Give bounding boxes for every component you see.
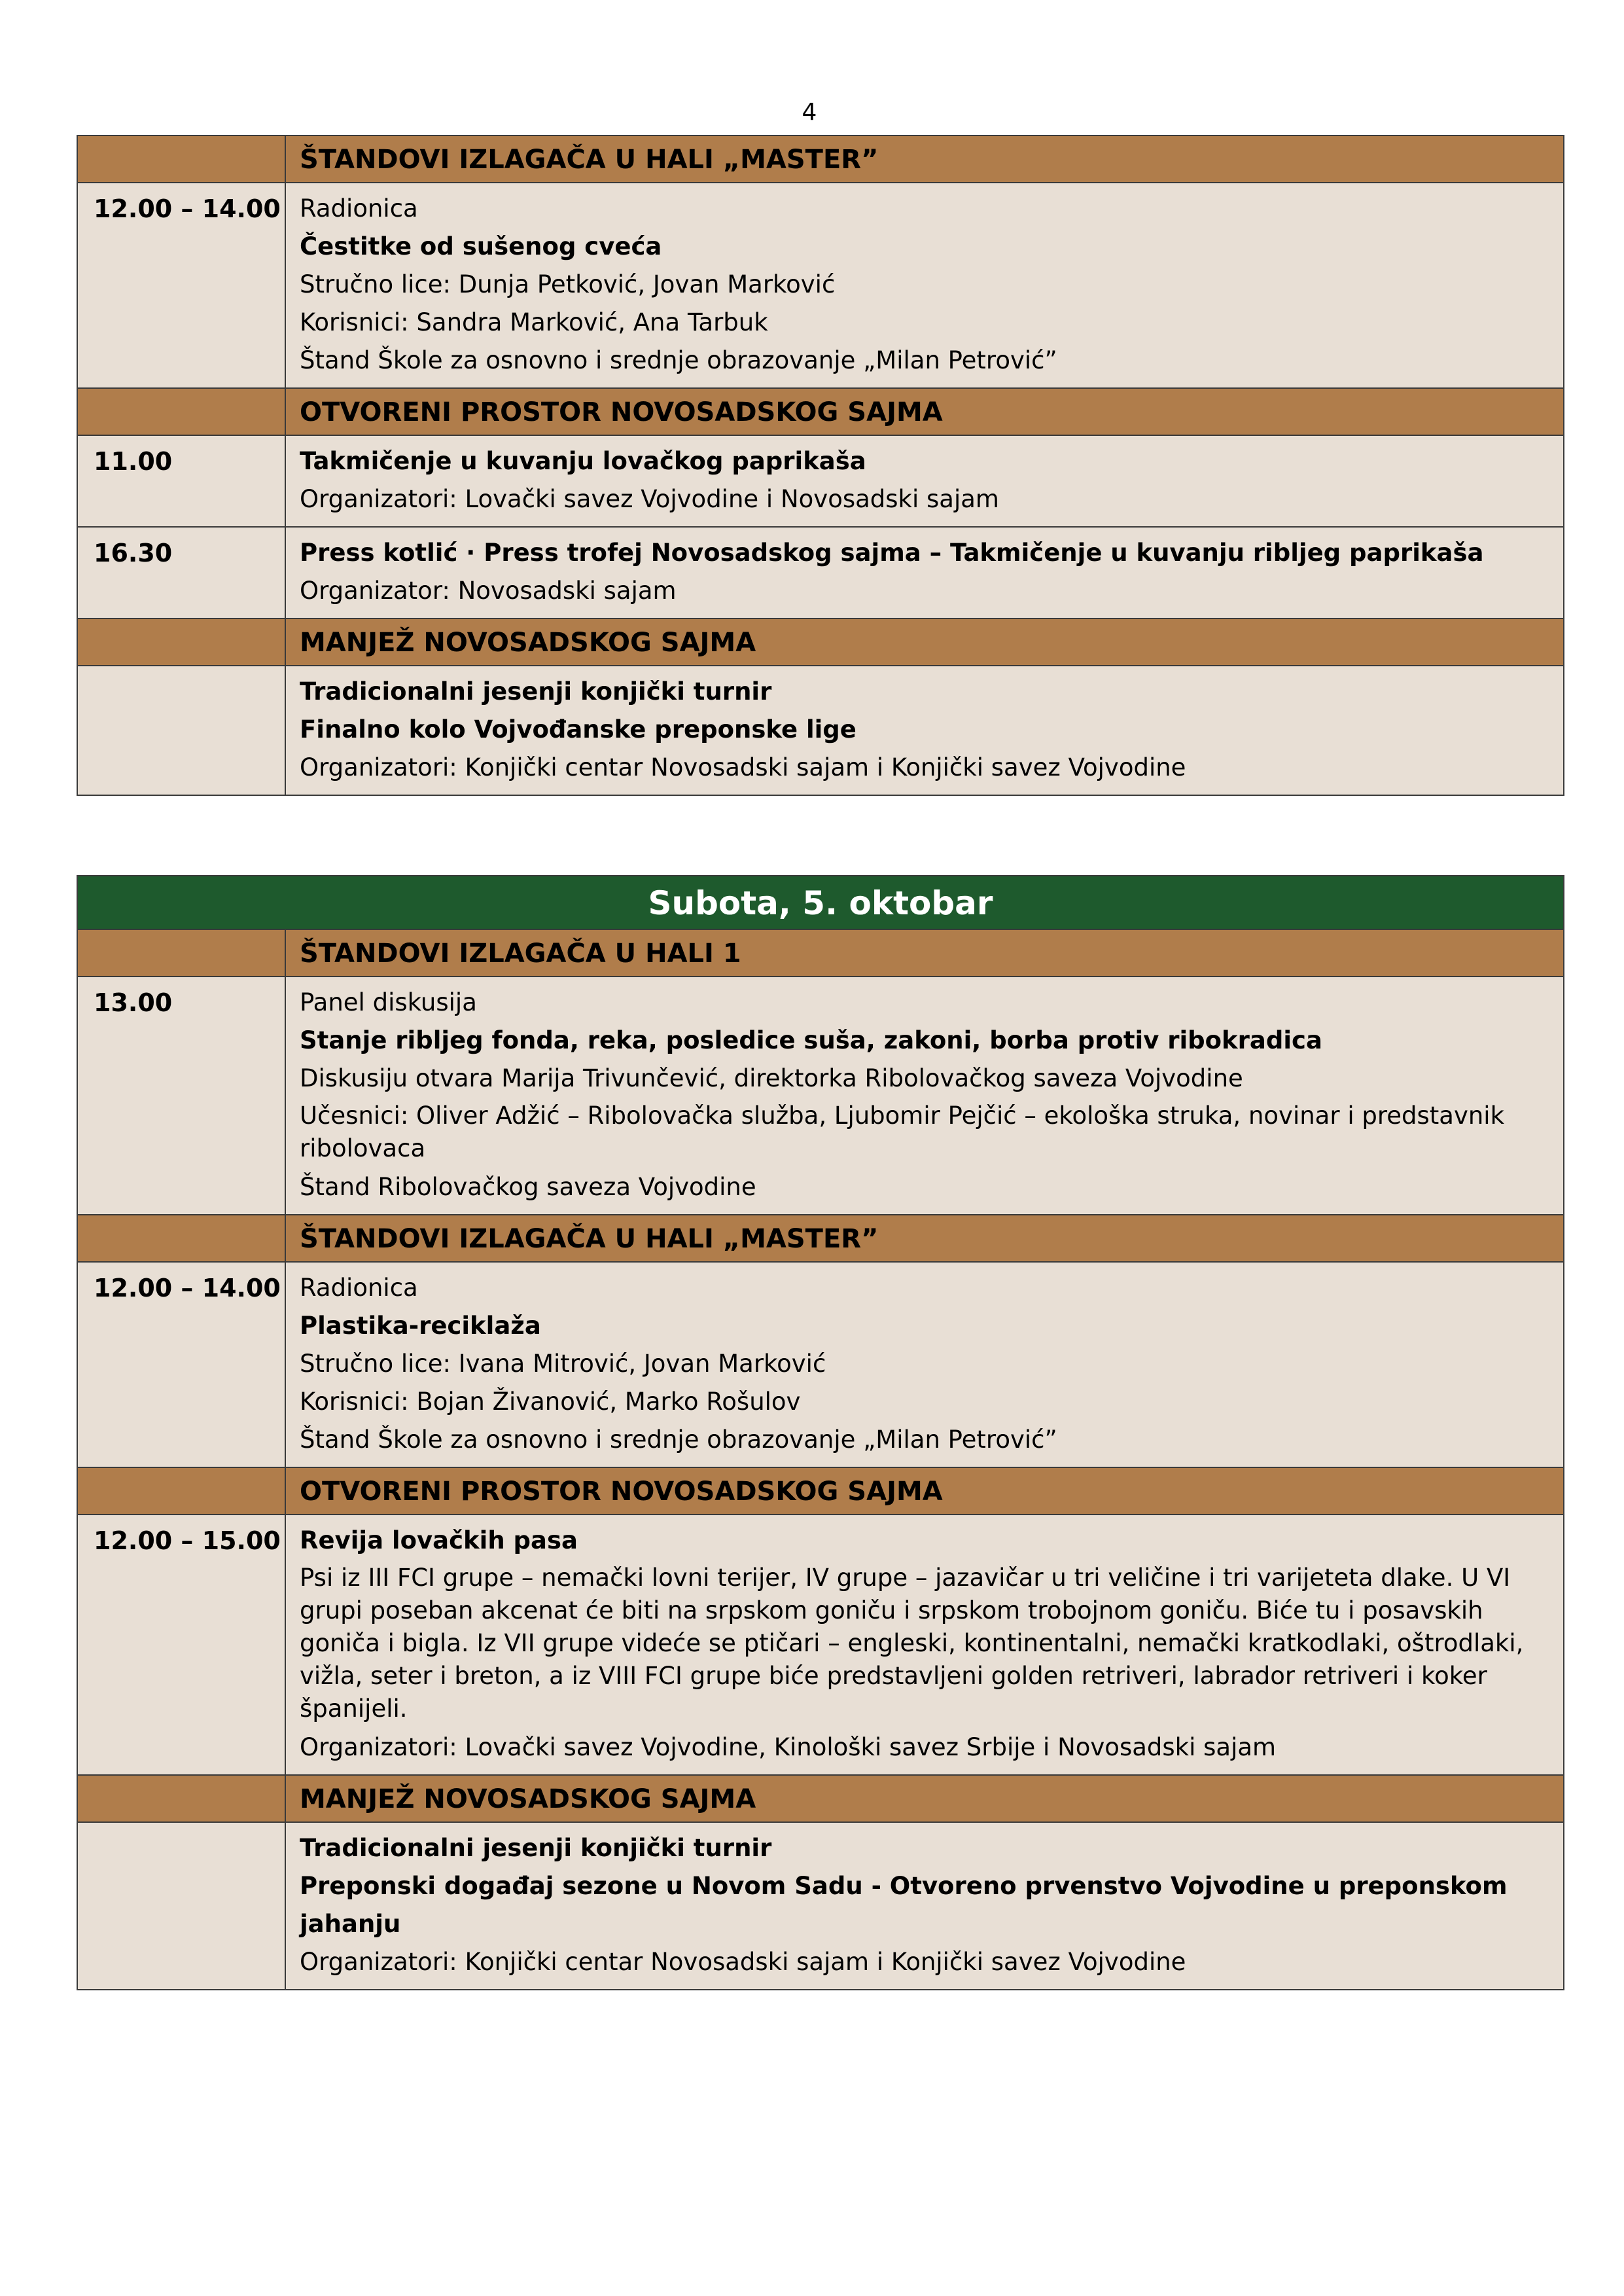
- event-time: 12.00 – 14.00: [94, 194, 281, 223]
- event-title: Finalno kolo Vojvođanske preponske lige: [300, 715, 856, 744]
- event-time-cell: [77, 435, 285, 527]
- event-time: [78, 666, 285, 673]
- event-title: Press kotlić · Press trofej Novosadskog sajma – Takmičenje u kuvanju ribljeg paprikaša: [300, 539, 1484, 567]
- schedule-table-friday: [77, 135, 1564, 796]
- event-details-cell: [285, 527, 1564, 619]
- section-band-cell: [285, 135, 1564, 183]
- day-title: Subota, 5. oktobar: [648, 884, 993, 922]
- section-band-spacer: [77, 929, 285, 977]
- event-detail-line: Panel diskusija: [300, 988, 477, 1016]
- section-band-row: [77, 1775, 1564, 1822]
- event-time-cell: [77, 1822, 285, 1990]
- event-detail-line: Diskusiju otvara Marija Trivunčević, direktorka Ribolovačkog saveza Vojvodine: [300, 1064, 1243, 1092]
- event-row: [77, 1262, 1564, 1467]
- event-title: Plastika-reciklaža: [300, 1312, 541, 1340]
- event-detail-line: Radionica: [300, 1274, 418, 1302]
- section-band-spacer: [77, 388, 285, 435]
- event-detail-line: Radionica: [300, 194, 418, 223]
- page-number: 4: [802, 99, 817, 126]
- event-title: Preponski događaj sezone u Novom Sadu - Otvoreno prvenstvo Vojvodine u preponskom jahanju: [300, 1872, 1508, 1938]
- event-title: Takmičenje u kuvanju lovačkog paprikaša: [300, 447, 866, 475]
- event-row: [77, 666, 1564, 795]
- event-time-cell: [77, 1262, 285, 1467]
- section-title: MANJEŽ NOVOSADSKOG SAJMA: [300, 628, 756, 658]
- event-detail-line: Organizatori: Konjički centar Novosadski sajam i Konjički savez Vojvodine: [300, 1948, 1186, 1976]
- section-band-row: [77, 1467, 1564, 1515]
- schedule-table-saturday: [77, 875, 1564, 1990]
- event-details-cell: [285, 666, 1564, 795]
- event-time: 11.00: [94, 447, 173, 476]
- section-band-cell: [285, 1215, 1564, 1262]
- event-row: [77, 1822, 1564, 1990]
- event-detail-line: Štand Škole za osnovno i srednje obrazovanje „Milan Petrović”: [300, 346, 1057, 374]
- event-details-cell: [285, 435, 1564, 527]
- event-details-cell: [285, 977, 1564, 1215]
- section-band-spacer: [77, 1215, 285, 1262]
- section-band-row: [77, 619, 1564, 666]
- section-title: ŠTANDOVI IZLAGAČA U HALI „MASTER”: [300, 145, 879, 175]
- event-detail-line: Korisnici: Bojan Živanović, Marko Rošulov: [300, 1388, 801, 1416]
- event-row: [77, 435, 1564, 527]
- section-band-spacer: [77, 1467, 285, 1515]
- event-title: Tradicionalni jesenji konjički turnir: [300, 677, 772, 706]
- event-detail-line: Korisnici: Sandra Marković, Ana Tarbuk: [300, 308, 768, 336]
- event-row: [77, 527, 1564, 619]
- event-row: [77, 183, 1564, 388]
- event-row: [77, 1515, 1564, 1775]
- event-detail-line: Stručno lice: Dunja Petković, Jovan Marković: [300, 270, 836, 298]
- event-time-cell: [77, 183, 285, 388]
- event-time: 13.00: [94, 988, 173, 1017]
- event-detail-line: Organizatori: Lovački savez Vojvodine, Kinološki savez Srbije i Novosadski sajam: [300, 1733, 1277, 1761]
- event-detail-line: Stručno lice: Ivana Mitrović, Jovan Marković: [300, 1350, 826, 1378]
- event-detail-line: Štand Ribolovačkog saveza Vojvodine: [300, 1173, 756, 1201]
- day-header-cell: [77, 876, 1564, 929]
- section-title: MANJEŽ NOVOSADSKOG SAJMA: [300, 1784, 756, 1814]
- event-time: 12.00 – 14.00: [94, 1274, 281, 1302]
- event-time-cell: [77, 1515, 285, 1775]
- event-time-cell: [77, 527, 285, 619]
- section-band-row: [77, 388, 1564, 435]
- event-detail-line: Štand Škole za osnovno i srednje obrazovanje „Milan Petrović”: [300, 1426, 1057, 1454]
- section-band-row: [77, 1215, 1564, 1262]
- event-time-cell: [77, 666, 285, 795]
- event-time: 12.00 – 15.00: [94, 1526, 281, 1555]
- section-band-row: [77, 929, 1564, 977]
- section-band-spacer: [77, 135, 285, 183]
- event-time: 16.30: [94, 539, 173, 567]
- section-band-cell: [285, 1467, 1564, 1515]
- event-detail-line: Učesnici: Oliver Adžić – Ribolovačka služba, Ljubomir Pejčić – ekološka struka, novinar i predstavnik ribolovaca: [300, 1102, 1505, 1162]
- section-band-cell: [285, 1775, 1564, 1822]
- section-band-cell: [285, 619, 1564, 666]
- section-title: OTVORENI PROSTOR NOVOSADSKOG SAJMA: [300, 1477, 943, 1507]
- section-title: ŠTANDOVI IZLAGAČA U HALI „MASTER”: [300, 1224, 879, 1254]
- event-title: Tradicionalni jesenji konjički turnir: [300, 1834, 772, 1862]
- event-details-cell: [285, 1515, 1564, 1775]
- event-time-cell: [77, 977, 285, 1215]
- day-header-row: [77, 876, 1564, 929]
- event-row: [77, 977, 1564, 1215]
- section-band-cell: [285, 388, 1564, 435]
- event-title: Revija lovačkih pasa: [300, 1526, 578, 1554]
- event-time: [78, 1823, 285, 1829]
- event-detail-line: Organizator: Novosadski sajam: [300, 577, 677, 605]
- section-title: ŠTANDOVI IZLAGAČA U HALI 1: [300, 939, 741, 969]
- section-band-spacer: [77, 619, 285, 666]
- section-title: OTVORENI PROSTOR NOVOSADSKOG SAJMA: [300, 397, 943, 427]
- event-detail-line: Psi iz III FCI grupe – nemački lovni terijer, IV grupe – jazavičar u tri veličine i tri varijeteta dlake. U VI grupi poseban akcenat će biti na srpskom goniču i srpskom trobojnom goniču. Biće tu i posavskih goniča i bigla. Iz VII grupe videće se ptičari – engleski, kontinentalni, nemački kratkodlaki, oštrodlaki, vižla, seter i breton, a iz VIII FCI grupe biće predstavljeni golden retriveri, labrador retriveri i koker španijeli.: [300, 1564, 1524, 1723]
- section-band-cell: [285, 929, 1564, 977]
- section-band-spacer: [77, 1775, 285, 1822]
- event-title: Čestitke od sušenog cveća: [300, 232, 662, 260]
- event-details-cell: [285, 1262, 1564, 1467]
- event-details-cell: [285, 1822, 1564, 1990]
- section-band-row: [77, 135, 1564, 183]
- event-detail-line: Organizatori: Konjički centar Novosadski sajam i Konjički savez Vojvodine: [300, 753, 1186, 781]
- event-detail-line: Organizatori: Lovački savez Vojvodine i Novosadski sajam: [300, 485, 999, 513]
- event-details-cell: [285, 183, 1564, 388]
- event-title: Stanje ribljeg fonda, reka, posledice suša, zakoni, borba protiv ribokradica: [300, 1026, 1322, 1054]
